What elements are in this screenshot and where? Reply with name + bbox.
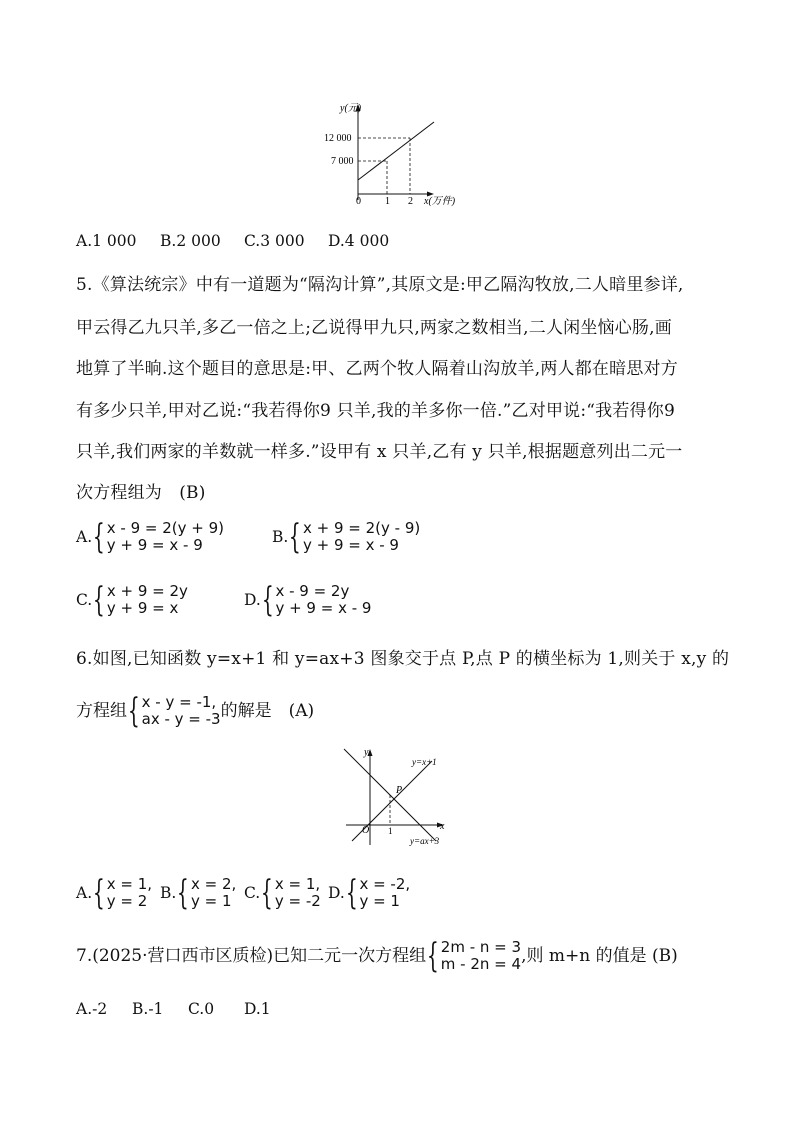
q5-option-d[interactable] (244, 580, 372, 620)
equation-2: y = -2 (274, 892, 321, 910)
brace-icon: { (345, 873, 358, 913)
x-tick-1: 1 (385, 196, 390, 207)
equation-1: x = -2, (359, 875, 411, 893)
graph2-line2-label: y=ax+3 (410, 836, 440, 846)
q4-option-c[interactable]: C.3 000 (244, 232, 305, 250)
equation-2: ax - y = -3 (141, 710, 221, 728)
graph2-y-label: y (364, 747, 369, 758)
option-label: B. (272, 528, 289, 546)
cost-graph (324, 100, 470, 212)
x-tick-0: 0 (356, 196, 361, 207)
y-axis-label: y(元) (340, 103, 362, 114)
q4-option-b[interactable]: B.2 000 (160, 232, 221, 250)
graph2-one-label: 1 (388, 826, 393, 836)
q7-option-c[interactable]: C.0 (188, 1000, 215, 1018)
x-tick-2: 2 (408, 196, 413, 207)
q6-line-2 (76, 691, 315, 731)
q4-option-d[interactable]: D.4 000 (328, 232, 390, 250)
equation-2: y = 1 (359, 892, 400, 910)
q5-line-6: 次方程组为 (B) (76, 483, 206, 503)
q7-line (76, 936, 678, 976)
option-label: C. (76, 591, 93, 609)
q5-option-b[interactable] (272, 517, 421, 557)
brace-icon: { (92, 517, 105, 557)
q5-option-c[interactable] (76, 580, 188, 620)
option-label: C. (244, 884, 261, 902)
q7-option-b[interactable]: B.-1 (132, 1000, 164, 1018)
q7-prefix: 7.(2025·营口西市区质检)已知二元一次方程组 (76, 946, 427, 966)
equation-2: y + 9 = x - 9 (302, 536, 399, 554)
q6-line-1: 6.如图,已知函数 y=x+1 和 y=ax+3 图象交于点 P,点 P 的横坐标为 1,则关于 x,y 的 (76, 649, 730, 669)
graph2-line1-label: y=x+1 (412, 757, 437, 767)
graph2-origin-label: O (362, 825, 370, 836)
q5-line-1: 5.《算法统宗》中有一道题为“隔沟计算”,其原文是:甲乙隔沟牧放,二人暗里参详, (76, 275, 684, 295)
y-tick-7000: 7 000 (331, 156, 354, 167)
equation-2: y = 2 (106, 892, 148, 910)
equation-2: y + 9 = x - 9 (275, 599, 372, 617)
q7-option-a[interactable]: A.-2 (76, 1000, 108, 1018)
brace-icon: { (92, 873, 105, 913)
option-label: B. (160, 884, 177, 902)
graph2-x-label: x (440, 821, 445, 832)
brace-icon: { (93, 580, 106, 620)
q7-option-d[interactable]: D.1 (244, 1000, 271, 1018)
brace-icon: { (261, 580, 274, 620)
y-tick-12000: 12 000 (324, 133, 352, 144)
q5-line-2: 甲云得乙九只羊,多乙一倍之上;乙说得甲九只,两家之数相当,二人闲坐恼心肠,画 (76, 318, 672, 338)
brace-icon: { (261, 873, 274, 913)
q6-option-b[interactable] (160, 873, 237, 913)
q5-option-a[interactable] (76, 517, 225, 557)
equation-1: 2m - n = 3 (440, 938, 522, 956)
q5-line-4: 有多少只羊,甲对乙说:“我若得你9 只羊,我的羊多你一倍.”乙对甲说:“我若得你9 (76, 401, 675, 421)
q7-suffix: ,则 m+n 的值是 (B) (521, 946, 678, 966)
q6-suffix: 的解是 (A) (220, 701, 315, 721)
q6-option-d[interactable] (328, 873, 411, 913)
brace-icon: { (427, 936, 439, 976)
graph2-point-label: P (396, 785, 403, 796)
equation-1: x = 1, (106, 875, 153, 893)
brace-icon: { (177, 873, 190, 913)
brace-icon: { (127, 691, 140, 731)
option-label: D. (244, 591, 261, 609)
intersection-graph (340, 745, 460, 850)
option-label: D. (328, 884, 345, 902)
equation-2: y + 9 = x - 9 (106, 536, 203, 554)
q4-option-a[interactable]: A.1 000 (76, 232, 137, 250)
q5-line-5: 只羊,我们两家的羊数就一样多.”设甲有 x 只羊,乙有 y 只羊,根据题意列出二元一 (76, 442, 683, 462)
equation-2: y = 1 (190, 892, 232, 910)
equation-1: x + 9 = 2(y - 9) (302, 519, 421, 537)
q6-option-a[interactable] (76, 873, 153, 913)
equation-2: y + 9 = x (106, 599, 179, 617)
equation-1: x = 2, (190, 875, 237, 893)
option-label: A. (76, 528, 93, 546)
equation-1: x - 9 = 2y (275, 582, 350, 600)
option-label: A. (76, 884, 93, 902)
x-axis-label: x(万件) (424, 196, 456, 207)
equation-1: x = 1, (274, 875, 321, 893)
equation-1: x + 9 = 2y (106, 582, 188, 600)
equation-1: x - 9 = 2(y + 9) (106, 519, 225, 537)
equation-2: m - 2n = 4 (440, 955, 522, 973)
q5-line-3: 地算了半晌.这个题目的意思是:甲、乙两个牧人隔着山沟放羊,两人都在暗思对方 (76, 359, 678, 379)
q6-option-c[interactable] (244, 873, 321, 913)
q6-prefix: 方程组 (76, 701, 127, 721)
brace-icon: { (289, 517, 302, 557)
equation-1: x - y = -1, (141, 693, 217, 711)
